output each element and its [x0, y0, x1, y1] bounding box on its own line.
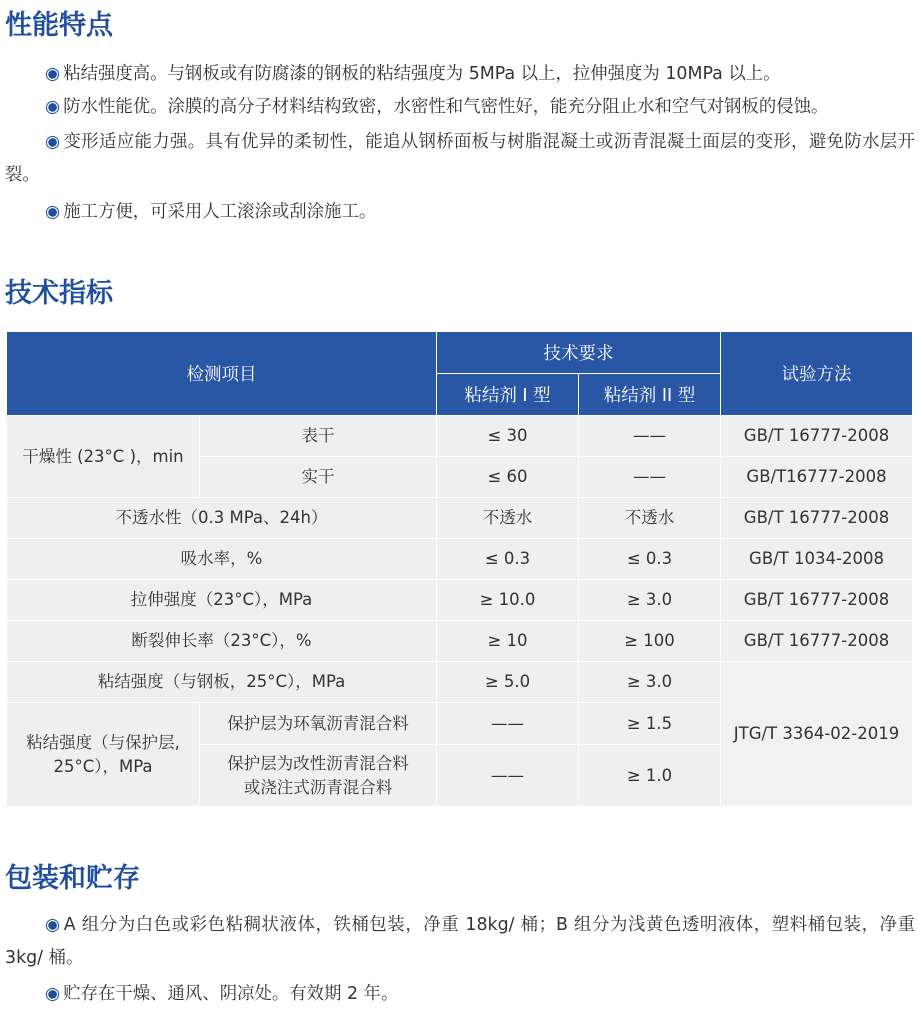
specs-heading: 技术指标	[5, 278, 113, 309]
feature-item-3: ◉ 变形适应能力强。具有优异的柔韧性，能追从钢桥面板与树脂混凝土或沥青混凝土面层的变形，避免防水层开裂。	[5, 132, 915, 185]
row-label: 粘结强度（与钢板，25°C），MPa	[7, 662, 437, 703]
bullet-icon: ◉	[45, 915, 61, 935]
bond-method-cell: JTG/T 3364-02-2019	[721, 662, 913, 807]
header-item: 检测项目	[7, 332, 437, 416]
value-type1: ——	[437, 703, 579, 745]
method-cell: GB/T 16777-2008	[721, 416, 913, 457]
row-label: 拉伸强度（23°C），MPa	[7, 580, 437, 621]
value-type1: ≤ 60	[437, 457, 579, 498]
row-sub-label: 表干	[200, 416, 437, 457]
feature-item-4: ◉ 施工方便，可采用人工滚涂或刮涂施工。	[45, 202, 377, 222]
table-row	[7, 539, 913, 580]
row-label: 不透水性（0.3 MPa、24h）	[7, 498, 437, 539]
table-row	[7, 621, 913, 662]
feature-item-1: ◉ 粘结强度高。与钢板或有防腐漆的钢板的粘结强度为 5MPa 以上，拉伸强度为 10MPa 以上。	[45, 64, 781, 84]
packaging-item-2: ◉ 贮存在干燥、通风、阴凉处。有效期 2 年。	[45, 984, 399, 1004]
header-type1: 粘结剂 I 型	[437, 374, 579, 416]
value-type2: ≥ 100	[579, 621, 721, 662]
row-sub-label: 保护层为改性沥青混合料 或浇注式沥青混合料	[200, 745, 437, 807]
table-row	[7, 416, 913, 457]
bullet-icon: ◉	[45, 64, 61, 84]
value-type1: ≥ 5.0	[437, 662, 579, 703]
table-row	[7, 662, 913, 703]
spec-table	[6, 331, 913, 807]
feature-item-2: ◉ 防水性能优。涂膜的高分子材料结构致密，水密性和气密性好，能充分阻止水和空气对钢板的侵蚀。	[45, 97, 829, 117]
value-type2: ≥ 1.5	[579, 703, 721, 745]
value-type1: ≤ 30	[437, 416, 579, 457]
bullet-icon: ◉	[45, 984, 61, 1004]
row-sub-label: 实干	[200, 457, 437, 498]
value-type2: ——	[579, 416, 721, 457]
bullet-icon: ◉	[45, 202, 61, 222]
value-type2: ≥ 3.0	[579, 580, 721, 621]
row-label: 吸水率，%	[7, 539, 437, 580]
value-type1: ≥ 10.0	[437, 580, 579, 621]
packaging-item-1: ◉ A 组分为白色或彩色粘稠状液体，铁桶包装，净重 18kg/ 桶；B 组分为浅黄色透明液体，塑料桶包装，净重 3kg/ 桶。	[5, 915, 915, 968]
features-heading: 性能特点	[5, 10, 113, 41]
bond-protect-group-label: 粘结强度（与保护层, 25°C），MPa	[7, 703, 200, 807]
method-cell: GB/T 1034-2008	[721, 539, 913, 580]
bullet-icon: ◉	[45, 132, 61, 152]
value-type2: ——	[579, 457, 721, 498]
table-row	[7, 498, 913, 539]
value-type1: ≤ 0.3	[437, 539, 579, 580]
header-requirement: 技术要求	[437, 332, 721, 374]
value-type1: ——	[437, 745, 579, 807]
header-type2: 粘结剂 II 型	[579, 374, 721, 416]
value-type1: 不透水	[437, 498, 579, 539]
method-cell: GB/T16777-2008	[721, 457, 913, 498]
method-cell: GB/T 16777-2008	[721, 580, 913, 621]
table-header-row	[7, 332, 913, 374]
row-sub-label: 保护层为环氧沥青混合料	[200, 703, 437, 745]
value-type1: ≥ 10	[437, 621, 579, 662]
method-cell: GB/T 16777-2008	[721, 498, 913, 539]
bullet-icon: ◉	[45, 97, 61, 117]
table-row	[7, 580, 913, 621]
value-type2: 不透水	[579, 498, 721, 539]
value-type2: ≥ 3.0	[579, 662, 721, 703]
method-cell: GB/T 16777-2008	[721, 621, 913, 662]
value-type2: ≤ 0.3	[579, 539, 721, 580]
header-method: 试验方法	[721, 332, 913, 416]
value-type2: ≥ 1.0	[579, 745, 721, 807]
row-label: 断裂伸长率（23°C），%	[7, 621, 437, 662]
dry-group-label: 干燥性 (23°C )，min	[7, 416, 200, 498]
packaging-heading: 包装和贮存	[5, 863, 140, 894]
